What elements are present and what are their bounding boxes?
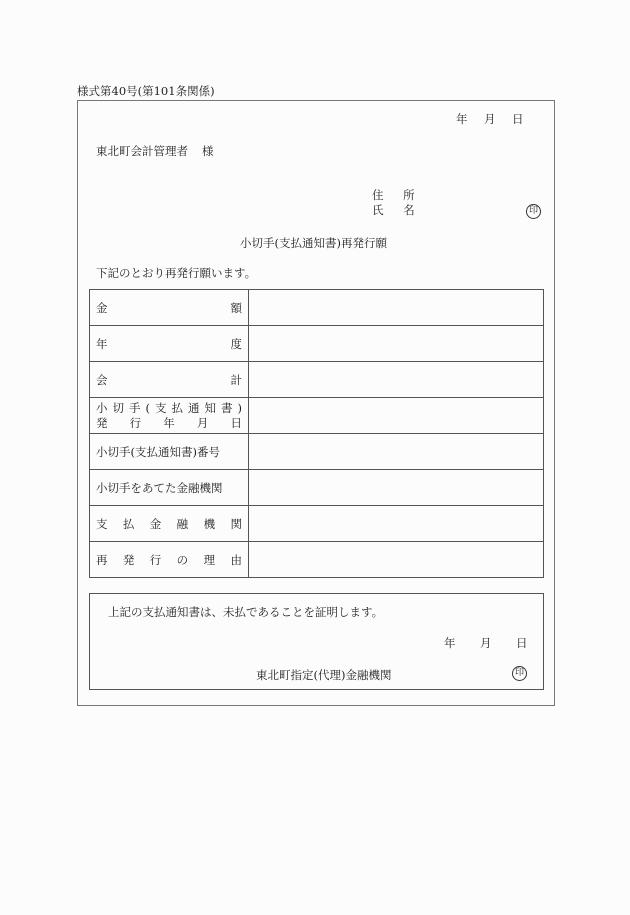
fiscal-year-field[interactable] [249,326,544,362]
table-row [90,326,544,362]
label-text: 小切手(支払通知書)番号 [90,434,249,470]
label-char: 額 [230,300,242,315]
label-char: の [176,552,189,567]
label-char: 会 [96,372,108,387]
label-char: 通 [188,400,200,415]
label-char: 金 [96,300,108,315]
paying-bank-field[interactable] [249,506,544,542]
label-char: 計 [230,372,242,387]
certificate-date [444,635,552,651]
label-char: 発 [122,552,135,567]
designated-bank: 東北町指定(代理)金融機関 [256,668,392,682]
month-label: 月 [484,112,496,126]
label-char: 年 [96,336,108,351]
table-row [90,542,544,578]
check-number-field[interactable] [249,434,544,470]
label-char: 小 [96,400,108,415]
label-char: 融 [176,516,189,531]
label-char: 払 [171,400,183,415]
label-char: 手 [129,400,141,415]
label-char: ) [237,400,242,415]
table-row [90,434,544,470]
label-char: 日 [230,415,242,430]
applicant-labels [372,188,423,218]
label-char: 月 [196,415,209,430]
label-char: 支 [155,400,167,415]
label-char: 機 [203,516,216,531]
addressee [96,143,214,159]
month-label: 月 [480,636,492,650]
amount-field[interactable] [249,290,544,326]
honorific: 様 [202,144,214,158]
account-field[interactable] [249,362,544,398]
day-label: 日 [516,636,528,650]
label-char: 払 [122,516,135,531]
label-char: 年 [163,415,175,430]
table-row [90,398,544,434]
year-label: 年 [444,636,456,650]
label-char: 度 [230,336,242,351]
label-char: ( [145,400,150,415]
request-date [456,111,540,127]
name-label: 氏 名 [372,203,423,217]
addressee-name: 東北町会計管理者 [96,144,188,158]
seal-icon: 印 [526,204,541,219]
table-row [90,362,544,398]
form-number: 様式第40号(第101条関係) [77,84,215,98]
label-char: 切 [112,400,124,415]
document-title: 小切手(支払通知書)再発行願 [240,236,387,250]
label-char: 行 [129,415,142,430]
address-label: 住 所 [372,188,423,202]
year-label: 年 [456,112,468,126]
label-text: 小切手をあてた金融機関 [90,470,249,506]
issue-date-field[interactable] [249,398,544,434]
label-char: 発 [96,415,108,430]
reissue-reason-field[interactable] [249,542,544,578]
label-char: 知 [204,400,216,415]
label-char: 由 [230,552,242,567]
label-char: 支 [96,516,108,531]
table-row [90,470,544,506]
intro-text: 下記のとおり再発行願います。 [96,266,257,280]
certificate-text: 上記の支払通知書は、未払であることを証明します。 [108,605,384,619]
label-char: 金 [149,516,162,531]
drawee-bank-field[interactable] [249,470,544,506]
label-char: 書 [221,400,233,415]
label-char: 行 [149,552,162,567]
label-char: 理 [203,552,216,567]
seal-icon: 印 [512,666,527,681]
table-row [90,506,544,542]
label-char: 関 [230,516,242,531]
detail-table [89,289,544,578]
label-char: 再 [96,552,108,567]
table-row [90,290,544,326]
day-label: 日 [512,112,524,126]
